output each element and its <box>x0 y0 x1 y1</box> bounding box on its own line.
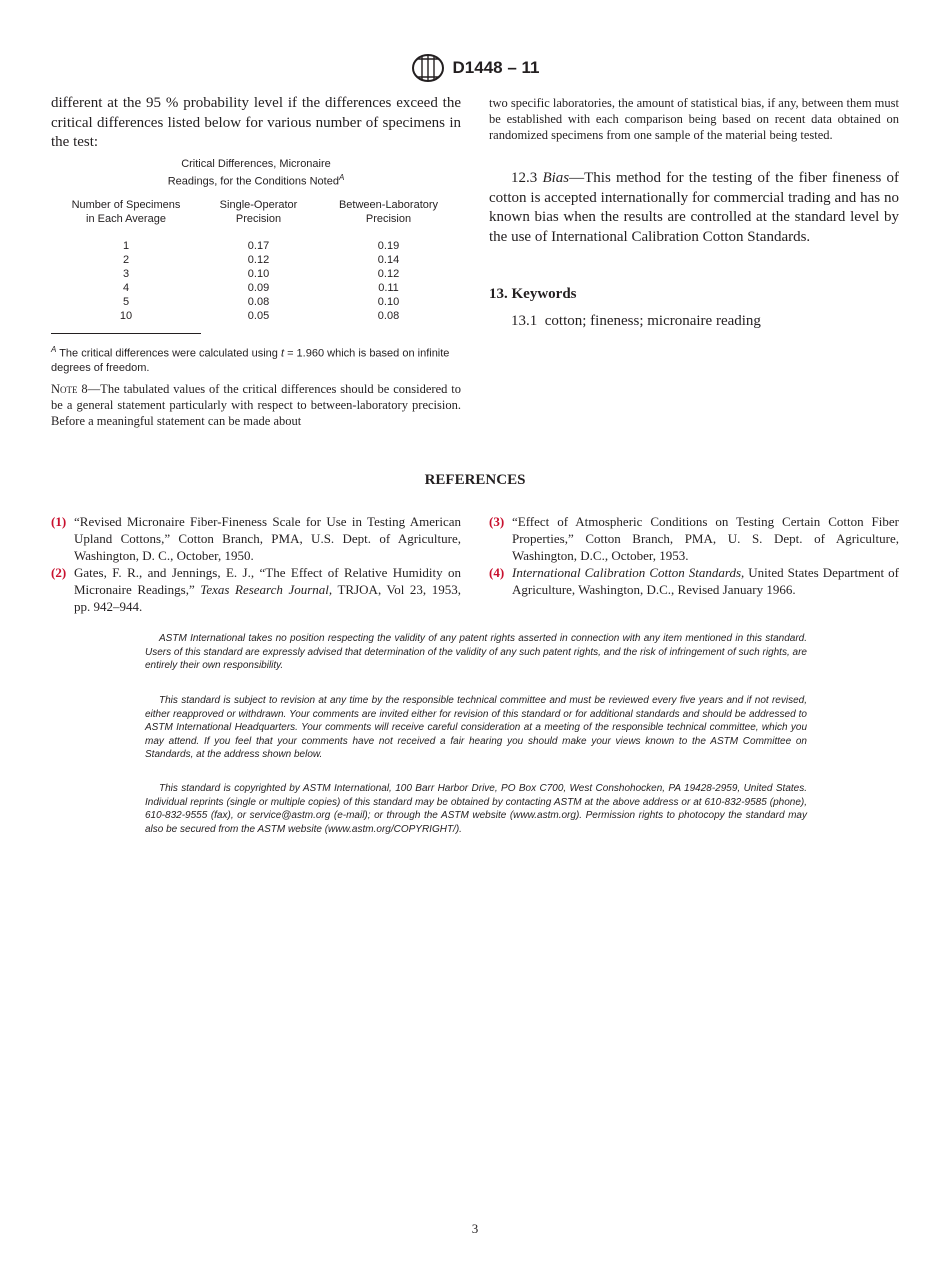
patent-disclaimer: ASTM International takes no position respecting the validity of any patent rights asserted in connection with any item mentioned in this standard. Users of this standard are expressly advised that determination of the validity of any such patent rights, and the risk of infringement of such rights, are entirely their own responsibility. <box>145 633 807 671</box>
table-header-row <box>51 198 461 226</box>
table-row: 2 0.12 0.14 <box>122 254 400 266</box>
page-header <box>0 53 950 83</box>
table-row: 3 0.10 0.12 <box>122 268 400 280</box>
astm-logo-icon <box>411 53 445 83</box>
table-row: 1 0.17 0.19 <box>122 240 400 252</box>
reference-number: (2) <box>51 565 67 580</box>
header-between-lab: Between-Laboratory Precision <box>338 199 439 225</box>
table-row: 10 0.05 0.08 <box>119 310 400 322</box>
footnote-divider <box>51 333 201 334</box>
page-number: 3 <box>471 1221 479 1236</box>
keywords-text: 13.1 cotton; fineness; micronaire reading <box>511 313 761 329</box>
table-row: 5 0.08 0.10 <box>122 296 400 308</box>
reference-item: (3) “Effect of Atmospheric Conditions on Testing Certain Cotton Fiber Properties,” Cotton Branch, PMA, U. S. Dept. of Agriculture, Washington, D.C., October, 1953. <box>489 514 899 563</box>
note-8: Note 8—The tabulated values of the critical differences should be considered to be a general statement particularly with respect to between-laboratory precision. Before a meaningful statement can be made about <box>51 382 461 428</box>
copyright-notice: This standard is copyrighted by ASTM International, 100 Barr Harbor Drive, PO Box C700, West Conshohocken, PA 19428-2959, United States. Individual reprints (single or multiple copies) of this standard may be obtained by contacting ASTM at the above address or at 610-832-9585 (phone), 610-832-9555 (fax), or service@astm.org (e-mail); or through the ASTM website (www.astm.org). Permission rights to photocopy the standard may also be secured from the ASTM website (www.astm.org/COPYRIGHT/). <box>145 783 807 835</box>
references-heading: REFERENCES <box>424 472 526 488</box>
reference-number: (3) <box>489 514 505 529</box>
document-id: D1448 – 11 <box>452 58 540 77</box>
continuation-paragraph: two specific laboratories, the amount of statistical bias, if any, between them must be established with each comparison being based on recent data obtained on randomized specimens from one sample of the material being tested. <box>489 96 899 142</box>
table-row: 4 0.09 0.11 <box>122 282 399 294</box>
reference-item: (4) International Calibration Cotton Standards, United States Department of Agriculture, Washington, D.C., Revised January 1966. <box>489 565 899 597</box>
bias-paragraph: 12.3 Bias—This method for the testing of the fiber fineness of cotton is accepted internationally for commercial trading and has no known bias when the results are controlled at the standard level by the use of International Calibration Cotton Standards. <box>489 170 899 245</box>
note-label: Note <box>51 382 78 396</box>
intro-paragraph: different at the 95 % probability level if the differences exceed the critical differences listed below for various number of specimens in the test: <box>51 95 461 150</box>
header-specimens: Number of Specimens in Each Average <box>71 199 181 225</box>
table-footnote: $^A$ The critical differences were calculated using t = 1.960 which is based on infinite degrees of freedom. <box>51 345 450 374</box>
critical-differences-table <box>51 198 461 323</box>
header-single-operator: Single-Operator Precision <box>219 199 298 225</box>
revision-disclaimer: This standard is subject to revision at any time by the responsible technical committee and must be reviewed every five years and if not revised, either reapproved or withdrawn. Your comments are invited either for revision of this standard or for additional standards and should be addressed to ASTM International Headquarters. Your comments will receive careful consideration at a meeting of the responsible technical committee, which you may attend. If you feel that your comments have not received a fair hearing you should make your views known to the ASTM Committee on Standards, at the address shown below. <box>145 695 807 760</box>
table-title-line1: Critical Differences, Micronaire <box>181 158 331 170</box>
reference-item: (2) Gates, F. R., and Jennings, E. J., “The Effect of Relative Humidity on Micronaire Readings,” Texas Research Journal, TRJOA, Vol 23, 1953, pp. 942–944. <box>51 565 461 614</box>
reference-number: (1) <box>51 514 67 529</box>
keywords-heading: 13. Keywords <box>489 286 577 302</box>
reference-number: (4) <box>489 565 505 580</box>
table-title-line2: Readings, for the Conditions Noted$^A$ <box>167 173 345 188</box>
table-title <box>51 157 461 189</box>
reference-item: (1) “Revised Micronaire Fiber-Fineness Scale for Use in Testing American Upland Cottons,” Cotton Branch, PMA, U.S. Dept. of Agriculture, Washington, D. C., October, 1950. <box>51 514 461 563</box>
